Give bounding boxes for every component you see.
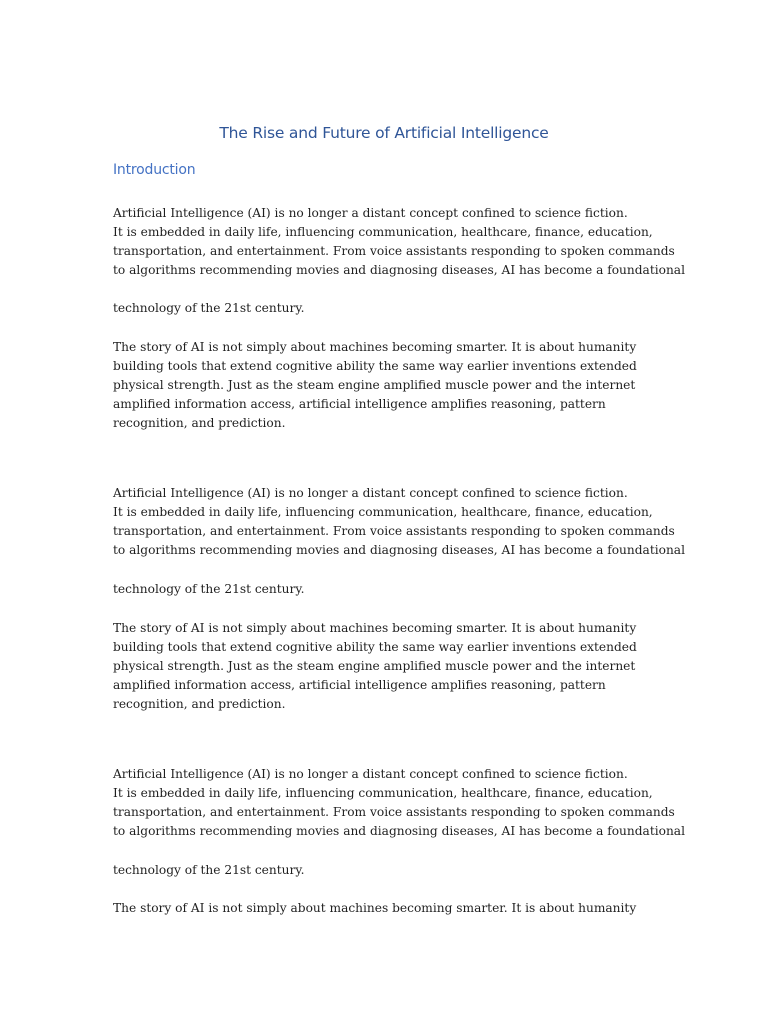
- paragraph-continuation: technology of the 21st century.: [113, 582, 305, 596]
- paragraph-intro: Artificial Intelligence (AI) is no longer a distant concept confined to science fiction. It is embedded in daily life, influencing communication, healthcare, finance, education, transportation, and entertainment. From voice assistants responding to spoken commands to algorithms recommending movies and diagnosing diseases, AI has become a foundational: [113, 206, 685, 277]
- document-title: The Rise and Future of Artificial Intelligence: [219, 124, 549, 142]
- paragraph-story: The story of AI is not simply about machines becoming smarter. It is about humanity: [113, 901, 637, 915]
- section-heading-introduction: Introduction: [113, 162, 196, 178]
- paragraph-continuation: technology of the 21st century.: [113, 863, 305, 877]
- paragraph-intro: Artificial Intelligence (AI) is no longer a distant concept confined to science fiction. It is embedded in daily life, influencing communication, healthcare, finance, education, transportation, and entertainment. From voice assistants responding to spoken commands to algorithms recommending movies and diagnosing diseases, AI has become a foundational: [113, 486, 685, 557]
- paragraph-story: The story of AI is not simply about machines becoming smarter. It is about humanity building tools that extend cognitive ability the same way earlier inventions extended physical strength. Just as the steam engine amplified muscle power and the internet amplified information access, artificial intelligence amplifies reasoning, pattern recognition, and prediction.: [113, 621, 637, 711]
- paragraph-continuation: technology of the 21st century.: [113, 301, 305, 315]
- paragraph-story: The story of AI is not simply about machines becoming smarter. It is about humanity building tools that extend cognitive ability the same way earlier inventions extended physical strength. Just as the steam engine amplified muscle power and the internet amplified information access, artificial intelligence amplifies reasoning, pattern recognition, and prediction.: [113, 340, 637, 430]
- paragraph-intro: Artificial Intelligence (AI) is no longer a distant concept confined to science fiction. It is embedded in daily life, influencing communication, healthcare, finance, education, transportation, and entertainment. From voice assistants responding to spoken commands to algorithms recommending movies and diagnosing diseases, AI has become a foundational: [113, 767, 685, 838]
